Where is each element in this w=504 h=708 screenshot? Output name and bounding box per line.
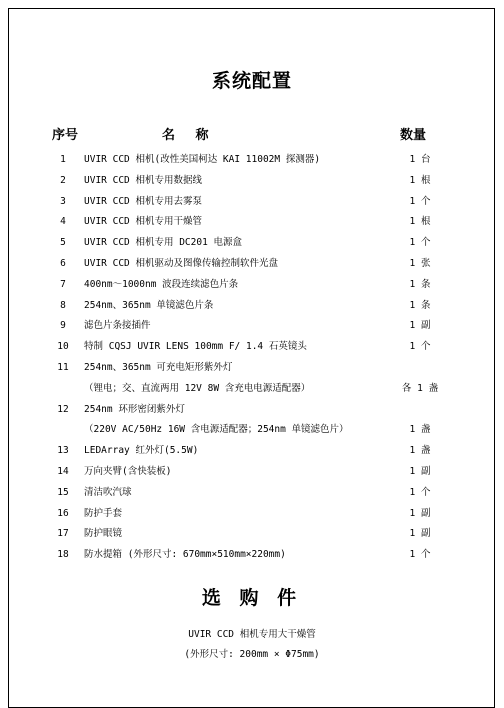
item-number: 4: [60, 216, 66, 228]
item-number: 16: [57, 507, 69, 519]
list-item: [0, 318, 504, 334]
header-name: 名 称: [162, 128, 217, 143]
item-name: UVIR CCD 相机专用数据线: [84, 174, 202, 186]
item-quantity: 各 1 盏: [401, 382, 439, 394]
item-number: 14: [57, 466, 69, 477]
item-quantity: 1 台: [409, 154, 431, 165]
item-number: 11: [57, 362, 69, 373]
item-name: 清洁吹汽球: [84, 486, 132, 498]
list-item: [0, 173, 504, 189]
item-number: 18: [57, 549, 69, 561]
item-name: UVIR CCD 相机专用去雾泵: [84, 195, 202, 207]
item-quantity: 1 个: [409, 341, 431, 353]
item-quantity: 1 副: [409, 466, 431, 477]
item-quantity: 1 副: [409, 320, 431, 332]
item-quantity: 1 根: [409, 216, 431, 228]
list-item: [0, 152, 504, 168]
header-qty: 数量: [400, 128, 427, 143]
item-name: UVIR CCD 相机(改性美国柯达 KAI 11002M 探测器): [84, 154, 321, 165]
item-quantity: 1 条: [409, 299, 431, 311]
item-quantity: 1 个: [409, 549, 431, 561]
optional-item: UVIR CCD 相机专用大干燥管: [188, 629, 316, 640]
item-number: 9: [60, 320, 66, 332]
item-quantity: 1 个: [409, 195, 431, 207]
item-number: 6: [60, 258, 66, 269]
item-name: LEDArray 红外灯(5.5W): [84, 445, 199, 457]
item-name: （220V AC/50Hz 16W 含电源适配器；254nm 单镜滤色片）: [84, 424, 349, 436]
list-item: [0, 422, 504, 438]
list-item: [0, 256, 504, 272]
list-item: [0, 506, 504, 522]
item-number: 10: [57, 341, 69, 353]
item-number: 15: [57, 486, 69, 498]
list-item: [0, 547, 504, 563]
list-item: [0, 235, 504, 251]
item-quantity: 1 张: [409, 258, 431, 269]
item-number: 2: [60, 174, 66, 186]
item-number: 13: [57, 445, 69, 457]
item-quantity: 1 个: [409, 486, 431, 498]
item-name: 防水提箱 (外形尺寸: 670mm×510mm×220mm): [84, 549, 286, 561]
page-title: 系统配置: [211, 70, 292, 92]
item-name: 254nm、365nm 可充电矩形紫外灯: [84, 362, 233, 373]
optional-title: 选 购 件: [201, 587, 303, 609]
list-item: [0, 526, 504, 542]
item-number: 3: [60, 195, 66, 207]
item-quantity: 1 个: [409, 237, 431, 249]
item-name: UVIR CCD 相机驱动及图像传输控制软件光盘: [84, 258, 278, 269]
item-name: 防护眼镜: [84, 528, 123, 540]
item-name: 特制 CQSJ UVIR LENS 100mm F/ 1.4 石英镜头: [84, 341, 307, 353]
item-quantity: 1 副: [409, 528, 431, 540]
list-item: [0, 339, 504, 355]
item-quantity: 1 根: [409, 174, 431, 186]
list-item: [0, 464, 504, 480]
item-quantity: 1 副: [409, 507, 431, 519]
item-number: 17: [57, 528, 69, 540]
list-item: [0, 381, 504, 397]
item-name: 防护手套: [84, 507, 123, 519]
item-quantity: 1 盏: [409, 424, 431, 436]
list-item: [0, 277, 504, 293]
item-number: 7: [60, 278, 66, 290]
item-number: 1: [60, 154, 66, 165]
item-name: 254nm 环形密闭紫外灯: [84, 403, 185, 415]
item-number: 12: [57, 403, 69, 415]
header-seq: 序号: [52, 128, 79, 143]
item-name: 万向夹臂(含快装板): [84, 466, 172, 477]
item-quantity: 1 盏: [409, 445, 431, 457]
item-name: UVIR CCD 相机专用 DC201 电源盒: [84, 237, 243, 249]
item-name: （锂电；交、直流两用 12V 8W 含充电电源适配器）: [84, 382, 311, 394]
item-name: 254nm、365nm 单镜滤色片条: [84, 299, 214, 311]
item-quantity: 1 条: [409, 278, 431, 290]
item-name: 滤色片条接插件: [84, 320, 151, 332]
optional-item-size: (外形尺寸: 200mm × Φ75mm): [184, 649, 320, 660]
list-item: [0, 194, 504, 210]
list-item: [0, 298, 504, 314]
item-number: 5: [60, 237, 66, 249]
list-item: [0, 360, 504, 376]
item-number: 8: [60, 299, 66, 311]
list-item: [0, 485, 504, 501]
list-item: [0, 214, 504, 230]
item-name: UVIR CCD 相机专用干燥管: [84, 216, 202, 228]
item-name: 400nm～1000nm 波段连续滤色片条: [84, 278, 239, 290]
list-item: [0, 402, 504, 418]
list-item: [0, 443, 504, 459]
